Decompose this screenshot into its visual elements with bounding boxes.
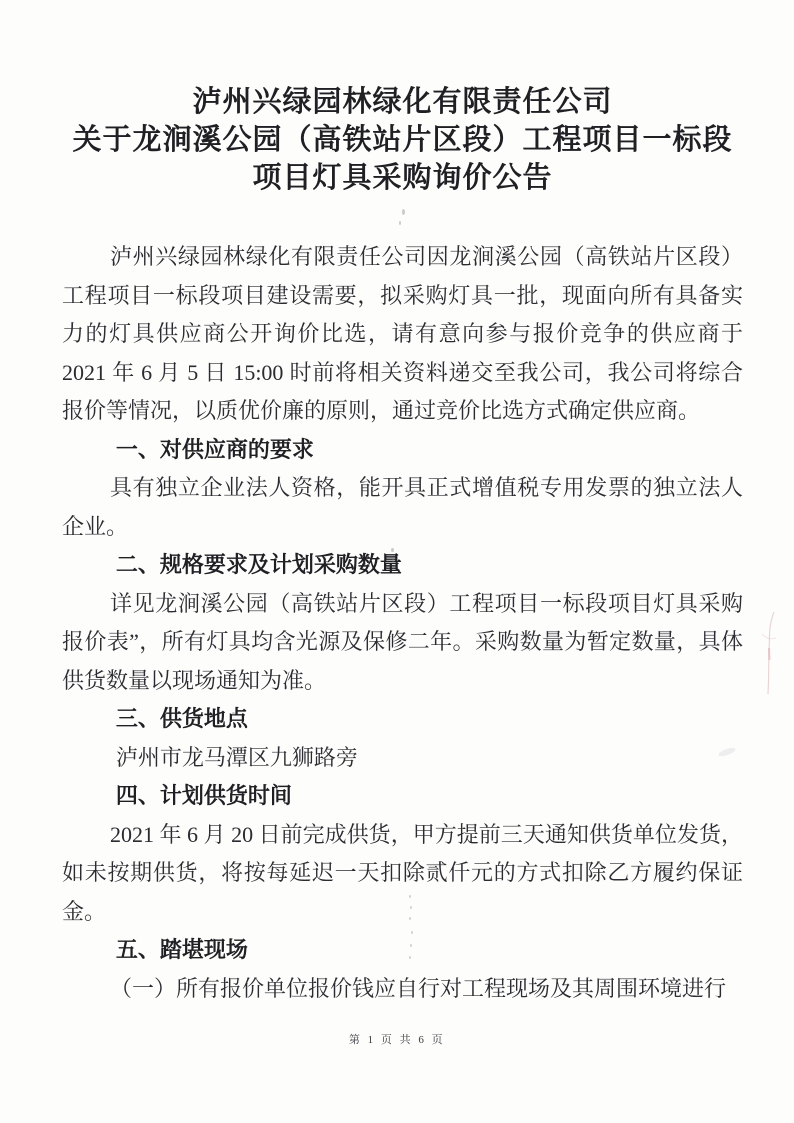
scan-artifact	[410, 944, 412, 947]
scan-artifact	[402, 209, 405, 215]
scan-artifact	[399, 221, 401, 225]
scan-artifact	[232, 712, 235, 715]
title-line-project: 关于龙涧溪公园（高铁站片区段）工程项目一标段	[72, 124, 733, 156]
document-body	[62, 238, 743, 1008]
scan-artifact	[409, 895, 411, 898]
heading-site-visit: 五、踏堪现场	[115, 937, 248, 962]
scan-artifact	[411, 931, 413, 934]
page-number-label: 第 1 页 共 6 页	[348, 1034, 446, 1046]
paragraph-site-visit: （一）所有报价单位报价钱应自行对工程现场及其周围环境进行	[109, 975, 726, 1001]
scan-artifact	[409, 917, 411, 920]
heading-delivery-time: 四、计划供货时间	[115, 783, 292, 808]
paragraph-specs-quantity: 详见龙涧溪公园（高铁站片区段）工程项目一标段项目灯具采购报价表”，所有灯具均含光源及保修二年。采购数量为暂定数量，具体供货数量以现场通知为准。	[62, 590, 743, 693]
scan-artifact	[392, 559, 394, 562]
heading-delivery-location: 三、供货地点	[115, 706, 248, 731]
paragraph-delivery-time: 2021 年 6 月 20 日前完成供货，甲方提前三天通知供货单位发货，如未按期供货，将按每延迟一天扣除贰仟元的方式扣除乙方履约保证金。	[62, 821, 743, 924]
page-footer	[0, 1031, 794, 1047]
scan-artifact	[410, 906, 412, 909]
scan-artifact	[409, 956, 411, 959]
heading-supplier-requirements: 一、对供应商的要求	[115, 436, 314, 462]
paragraph-intro: 泸州兴绿园林绿化有限责任公司因龙涧溪公园（高铁站片区段）工程项目一标段项目建设需要，拟采购灯具一批，现面向所有具备实力的灯具供应商公开询价比选，请有意向参与报价竞争的供应商于 2021 年 6 月 5 日 15:00 时前将相关资料递交至我公司，我公司将综合报价等情况，以质优价廉的原则，通过竞价比选方式确定供应商。	[62, 244, 743, 423]
document-content	[62, 83, 743, 1008]
document-title	[62, 83, 743, 197]
paragraph-supplier-requirements: 具有独立企业法人资格，能开具正式增值税专用发票的独立法人企业。	[62, 475, 743, 539]
red-pen-mark	[754, 608, 784, 698]
scan-artifact	[391, 548, 394, 552]
title-line-company: 泸州兴绿园林绿化有限责任公司	[192, 86, 613, 118]
title-line-notice: 项目灯具采购询价公告	[252, 162, 553, 194]
paragraph-delivery-location: 泸州市龙马潭区九狮路旁	[115, 744, 358, 770]
heading-specs-quantity: 二、规格要求及计划采购数量	[115, 552, 402, 577]
